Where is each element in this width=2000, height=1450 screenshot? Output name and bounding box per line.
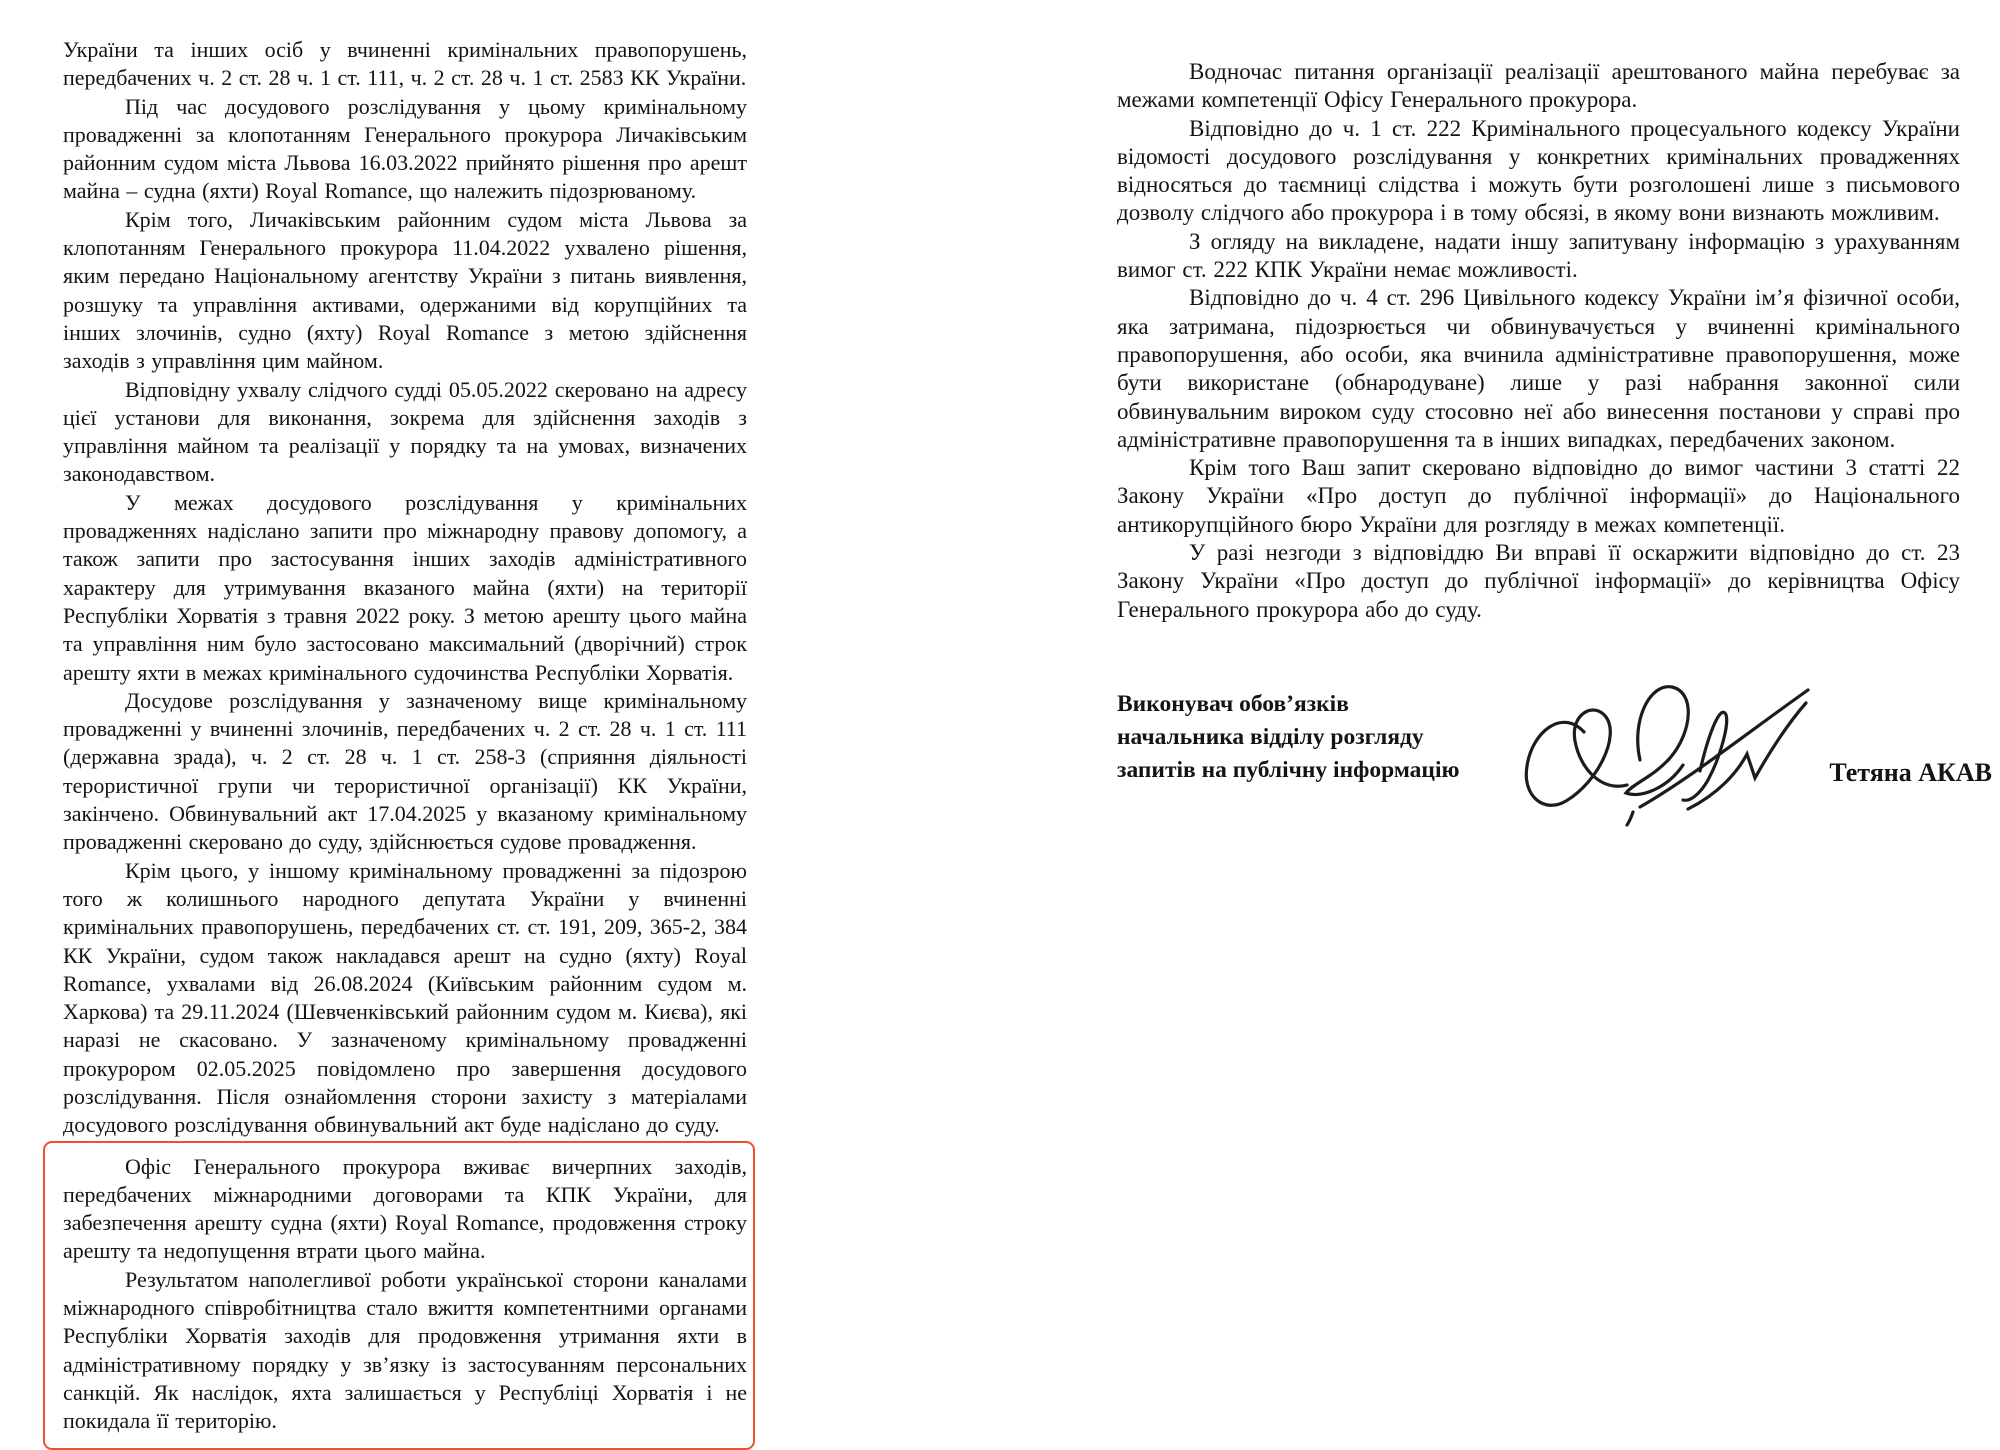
paragraph: України та інших осіб у вчиненні кримінальних правопорушень, передбачених ч. 2 ст. 28 ч. 1 ст. 111, ч. 2 ст. 28 ч. 1 ст. 2583 КК України. [63, 37, 747, 91]
paragraph: Відповідну ухвалу слідчого судді 05.05.2022 скеровано на адресу цієї установи для виконання, зокрема для здійснення заходів з управління майном та реалізації у порядку та на умовах, визначених законодавством. [63, 376, 747, 487]
paragraph: Відповідно до ч. 4 ст. 296 Цивільного кодексу України ім’я фізичної особи, яка затримана, підозрюється чи обвинувачується у вчиненні кримінального правопорушення, або особи, яка вчинила адміністративне правопорушення, може бути використане (обнародуване) лише у разі набрання законної сили обвинувальним вироком суду стосовно неї або винесення постанови у справі про адміністративне правопорушення та в інших випадках, передбачених законом. [1117, 285, 1960, 452]
signature-block [1117, 674, 1992, 844]
document-page-left [63, 36, 747, 1450]
paragraph: Крім того Ваш запит скеровано відповідно до вимог частини 3 статті 22 Закону України «Про доступ до публічної інформації» до Національного антикорупційного бюро України для розгляду в межах компетенції. [1117, 455, 1960, 537]
paragraph: Крім того, Личаківським районним судом міста Львова за клопотанням Генерального прокурора 11.04.2022 ухвалено рішення, яким передано Національному агентству України з питань виявлення, розшуку та управління активами, одержаними від корупційних та інших злочинів, судно (яхту) Royal Romance з метою здійснення заходів з управління цим майном. [63, 206, 747, 374]
highlight-box [43, 1141, 755, 1450]
highlighted-paragraph: Офіс Генерального прокурора вживає вичерпних заходів, передбачених міжнародними договорами та КПК України, для забезпечення арешту судна (яхти) Royal Romance, продовження строку арешту та недопущення втрати цього майна. [63, 1153, 747, 1264]
paragraph: З огляду на викладене, надати іншу запитувану інформацію з урахуванням вимог ст. 222 КПК України немає можливості. [1117, 228, 1960, 283]
paragraph: У разі незгоди з відповіддю Ви вправі її оскаржити відповідно до ст. 23 Закону України «Про доступ до публічної інформації» до керівництва Офісу Генерального прокурора або до суду. [1117, 540, 1960, 622]
document-page-right [1117, 58, 1992, 844]
paragraph: Досудове розслідування у зазначеному вище кримінальному провадженні у вчиненні злочинів, передбачених ч. 2 ст. 28 ч. 1 ст. 111 (державна зрада), ч. 2 ст. 28 ч. 1 ст. 258-3 (сприяння діяльності терористичної групи чи терористичної організації) КК України, закінчено. Обвинувальний акт 17.04.2025 у вказаному кримінальному провадженні скеровано до суду, здійснюється судове провадження. [63, 687, 747, 855]
signer-position-line: Виконувач обов’язків [1117, 690, 1349, 717]
highlighted-paragraph: Результатом наполегливої роботи української сторони каналами міжнародного співробітництва стало вжиття компетентними органами Республіки Хорватія заходів для продовження утримання яхти в адміністративному порядку у зв’язку із застосуванням персональних санкцій. Як наслідок, яхта залишається у Республіці Хорватія і не покидала її територію. [63, 1266, 747, 1434]
signer-position [1117, 688, 1459, 787]
paragraph: Під час досудового розслідування у цьому кримінальному провадженні за клопотанням Генерального прокурора Личаківським районним судом міста Львова 16.03.2022 прийнято рішення про арешт майна – судна (яхти) Royal Romance, що належить підозрюваному. [63, 93, 747, 204]
paragraph: Відповідно до ч. 1 ст. 222 Кримінального процесуального кодексу України відомості досудового розслідування у конкретних кримінальних провадженнях відносяться до таємниці слідства і можуть бути розголошені лише з письмового дозволу слідчого або прокурора і в тому обсязі, в якому вони визнають можливим. [1117, 115, 1960, 226]
signer-name: Тетяна АКАВ [1829, 757, 1992, 787]
paragraph: У межах досудового розслідування у кримінальних провадженнях надіслано запити про міжнародну правову допомогу, а також запити про застосування інших заходів адміністративного характеру для утримування вказаного майна (яхти) на території Республіки Хорватія з травня 2022 року. З метою арешту цього майна та управління ним було застосовано максимальний (дворічний) строк арешту яхти в межах кримінального судочинства Республіки Хорватія. [63, 489, 747, 685]
handwritten-signature-icon [1522, 674, 1822, 834]
signer-position-line: запитів на публічну інформацію [1117, 756, 1460, 783]
paragraph: Водночас питання організації реалізації арештованого майна перебуває за межами компетенції Офісу Генерального прокурора. [1117, 59, 1960, 113]
signer-position-line: начальника відділу розгляду [1117, 723, 1424, 750]
paragraph: Крім цього, у іншому кримінальному провадженні за підозрою того ж колишнього народного депутата України у вчиненні кримінальних правопорушень, передбачених ст. ст. 191, 209, 365-2, 384 КК України, судом також накладався арешт на судно (яхту) Royal Romance, ухвалами від 26.08.2024 (Київським районним судом м. Харкова) та 29.11.2024 (Шевченківський районним судом м. Києва), які наразі не скасовано. У зазначеному кримінальному провадженні прокурором 02.05.2025 повідомлено про завершення досудового розслідування. Після ознайомлення сторони захисту з матеріалами досудового розслідування обвинувальний акт буде надіслано до суду. [63, 857, 747, 1138]
